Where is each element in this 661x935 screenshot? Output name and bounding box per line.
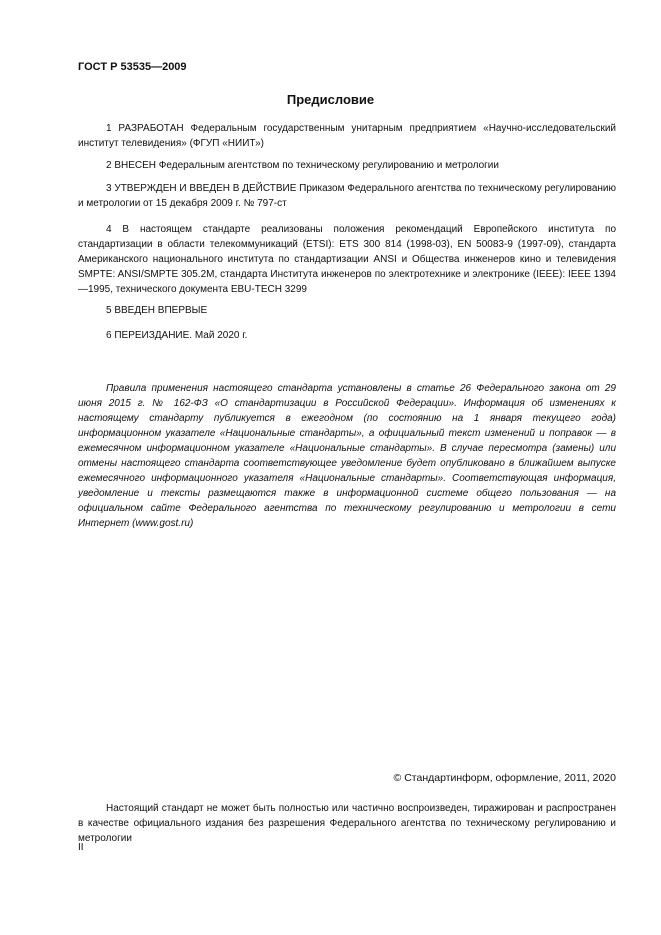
- preface-item-1: 1 РАЗРАБОТАН Федеральным государственным унитарным предприятием «Научно-исследовательский институт телевидения» (ФГУП «НИИТ»): [78, 123, 616, 149]
- preface-item-4: 4 В настоящем стандарте реализованы положения рекомендаций Европейского института по стандартизации в области телекоммуникаций (ETSI): ETS 300 814 (1998-03), EN 50083-9 (1997-09), стандарта Американского национального института по стандартизации ANSI и Общества инженеров кино и телевидения SMPTE: ANSI/SMPTE 305.2M, стандарта Института инженеров по электротехнике и электронике (IEEE): IEEE 1394—1995, технического документа EBU-TECH 3299: [78, 224, 616, 295]
- page-number: II: [78, 842, 84, 853]
- preface-item-6: 6 ПЕРЕИЗДАНИЕ. Май 2020 г.: [106, 330, 248, 341]
- standard-code: ГОСТ Р 53535—2009: [78, 61, 187, 73]
- page-title: Предисловие: [286, 92, 375, 107]
- preface-item-2: 2 ВНЕСЕН Федеральным агентством по техническому регулированию и метрологии: [106, 160, 499, 171]
- copyright-line: © Стандартинформ, оформление, 2011, 2020: [393, 772, 616, 784]
- preface-item-3: 3 УТВЕРЖДЕН И ВВЕДЕН В ДЕЙСТВИЕ Приказом Федерального агентства по техническому регулированию и метрологии от 15 декабря 2009 г. № 797-ст: [78, 183, 616, 209]
- application-notice: Правила применения настоящего стандарта установлены в статье 26 Федерального закона от 29 июня 2015 г. № 162-ФЗ «О стандартизации в Российской Федерации». Информация об изменениях к настоящему стандарту публикуется в ежегодном (по состоянию на 1 января текущего года) информационном указателе «Национальные стандарты», а официальный текст изменений и поправок — в ежемесячном информационном указателе «Национальные стандарты». В случае пересмотра (замены) или отмены настоящего стандарта соответствующее уведомление будет опубликовано в ближайшем выпуске ежемесячного информационного указателя «Национальные стандарты». Соответствующая информация, уведомление и тексты размещаются также в информационной системе общего пользования — на официальном сайте Федерального агентства по техническому регулированию и метрологии в сети Интернет (www.gost.ru): [78, 383, 616, 529]
- preface-item-5: 5 ВВЕДЕН ВПЕРВЫЕ: [106, 305, 208, 316]
- reproduction-notice: Настоящий стандарт не может быть полностью или частично воспроизведен, тиражирован и распространен в качестве официального издания без разрешения Федерального агентства по техническому регулированию и метрологии: [78, 803, 616, 844]
